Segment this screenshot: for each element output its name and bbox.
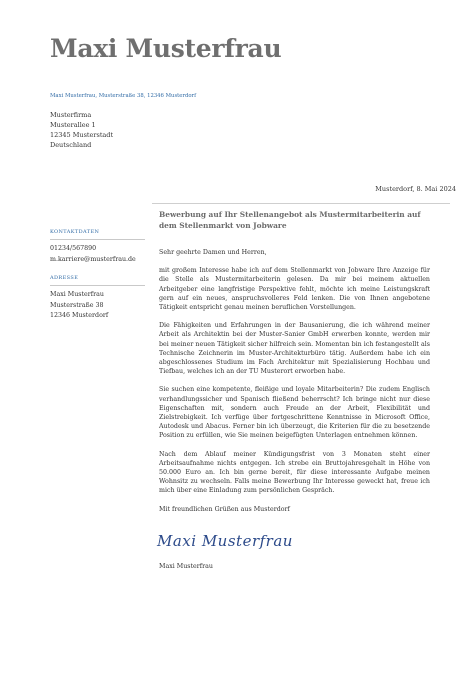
recipient-address [50, 110, 113, 150]
recipient-line: Musterfirma [50, 111, 92, 119]
letter-body [159, 248, 430, 523]
handwritten-signature: Maxi Musterfrau [157, 532, 293, 550]
address-line: Maxi Musterfrau [50, 291, 104, 298]
body-paragraph: mit großem Interesse habe ich auf dem Stellenmarkt von Jobware Ihre Anzeige für die Stelle als Mustermitarbeiterin gelesen. Da mir bei meinem aktuellen Arbeitgeber eine langfristige Perspektive fehlt, möchte ich meine Leistungskraft gern auf ein neues, anspruchsvolleres Feld lenken. Die von Ihnen angebotene Tätigkeit entspricht genau meinen beruflichen Vorstellungen. [159, 267, 430, 312]
address-line: Musterstraße 38 [50, 301, 104, 309]
contact-heading: KONTAKTDATEN [50, 228, 145, 240]
letter-date: Musterdorf, 8. Mai 2024 [375, 185, 456, 193]
recipient-line: Musterallee 1 [50, 121, 96, 129]
recipient-line: Deutschland [50, 141, 92, 149]
address-line: 12346 Musterdorf [50, 312, 109, 319]
phone-number: 01234/567890 [50, 245, 97, 252]
applicant-name: Maxi Musterfrau [50, 34, 282, 63]
closing: Mit freundlichen Grüßen aus Musterdorf [159, 505, 290, 513]
body-paragraph: Sie suchen eine kompetente, fleißige und loyale Mitarbeiterin? Die zudem Englisch verhandlungssicher und Spanisch fließend beherrscht? Ich bringe nicht nur diese Eigenschaften mit, sondern auch Freude an der Arbeit, Flexibilität und Zielstrebigkeit. Ich verfüge über fortgeschrittene Kenntnisse in Microsoft Office, Autodesk und Abacus. Ferner bin ich überzeugt, die Kriterien für die zu besetzende Position zu erfüllen, wie Sie meinen beigefügten Unterlagen entnehmen können. [159, 386, 430, 440]
sender-address-line: Maxi Musterfrau, Musterstraße 38, 12346 Musterdorf [50, 93, 197, 99]
subject-divider [152, 203, 450, 204]
body-paragraph: Die Fähigkeiten und Erfahrungen in der Bausanierung, die ich während meiner Arbeit als Architektin bei der Muster-Sanier GmbH erwerben konnte, werden mir bei meiner neuen Tätigkeit sicher hilfreich sein. Momentan bin ich festangestellt als Technische Zeichnerin im Muster-Architekturbüro tätig. Außerdem habe ich ein abgeschlossenes Studium im Fach Architektur mit Spezialisierung Hochbau und Tiefbau, welches ich an der TU Musterort erworben habe. [159, 322, 430, 376]
recipient-line: 12345 Musterstadt [50, 131, 114, 139]
contact-section [50, 228, 145, 265]
letter-subject: Bewerbung auf Ihr Stellenangebot als Mustermitarbeiterin auf dem Stellenmarkt von Jobware [159, 210, 421, 231]
address-heading: ADRESSE [50, 274, 145, 286]
address-section [50, 274, 145, 322]
email-address: m.karriere@musterfrau.de [50, 255, 136, 263]
signer-name: Maxi Musterfrau [159, 563, 213, 570]
salutation: Sehr geehrte Damen und Herren, [159, 249, 267, 256]
body-paragraph: Nach dem Ablauf meiner Kündigungsfrist von 3 Monaten steht einer Arbeitsaufnahme nichts entgegen. Ich strebe ein Bruttojahresgehalt in Höhe von 50.000 Euro an. Ich bin gerne bereit, für diese interessante Aufgabe meinen Wohnsitz zu wechseln. Falls meine Bewerbung Ihr Interesse geweckt hat, freue ich mich über eine Einladung zum persönlichen Gespräch. [159, 450, 430, 495]
